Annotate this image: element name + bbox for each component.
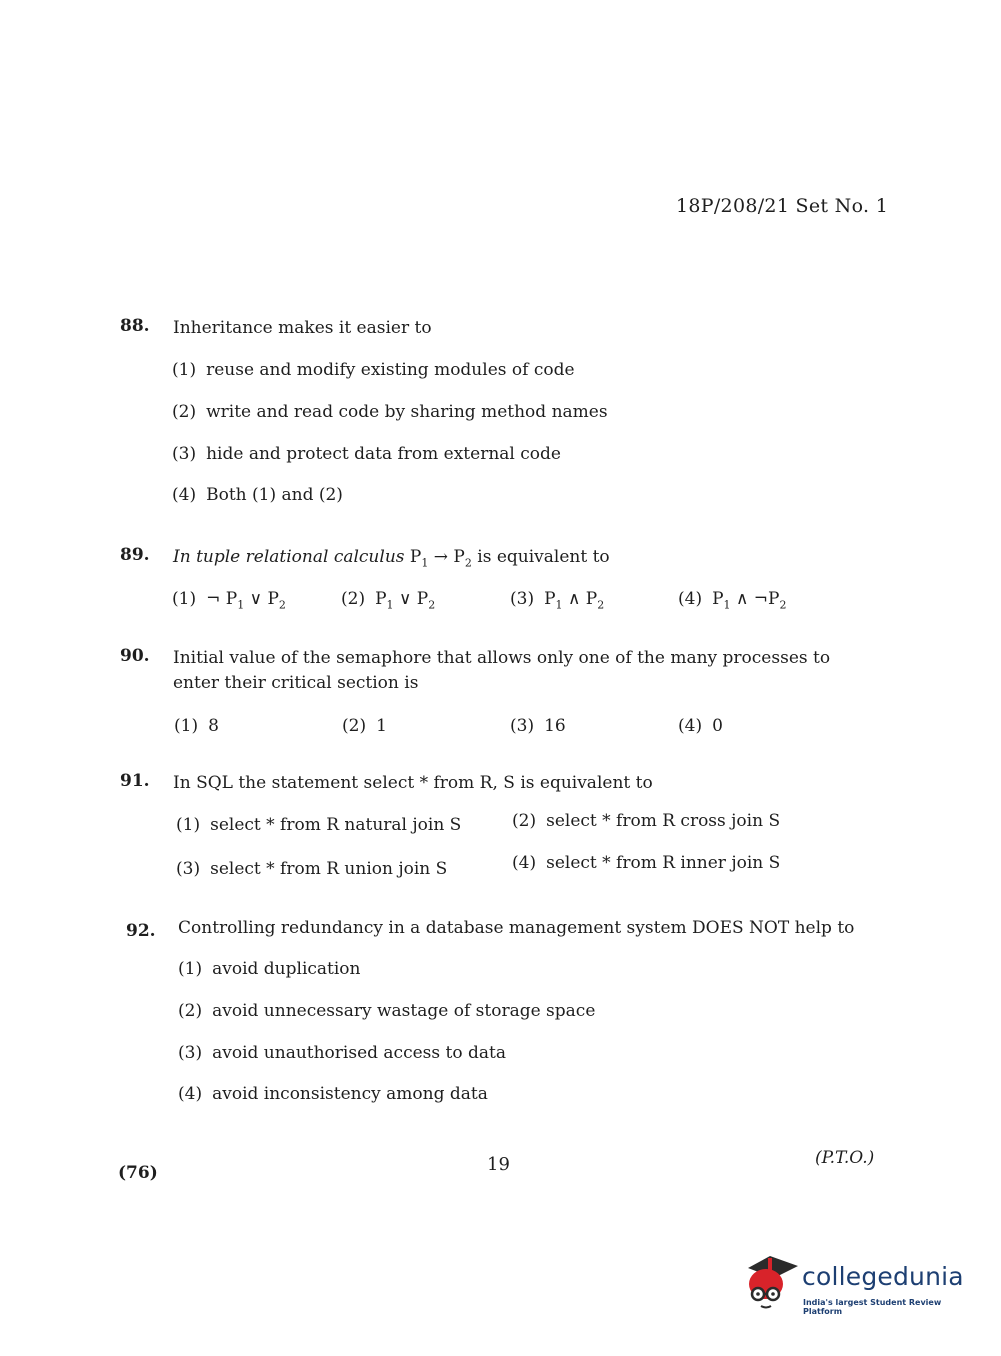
option-2: (2) $P_1$ ∨ $P_2$ (341, 589, 436, 612)
option-1: (1) 8 (174, 716, 219, 736)
option-1: (1) avoid duplication (178, 959, 361, 979)
question-text: Controlling redundancy in a database management system DOES NOT help to (178, 918, 855, 938)
question-88 (120, 316, 880, 516)
option-1: (1) reuse and modify existing modules of code (172, 360, 575, 380)
set-code-header: 18P/208/21 Set No. 1 (676, 195, 889, 217)
question-text: Initial value of the semaphore that allows only one of the many processes to enter their critical section is (173, 648, 831, 693)
question-number: 89. (120, 545, 150, 565)
option-3: (3) $P_1$ ∧ $P_2$ (510, 589, 605, 612)
question-91 (120, 771, 880, 891)
option-1: (1) select * from R natural join S (176, 815, 462, 835)
option-2: (2) select * from R cross join S (512, 811, 781, 831)
option-3: (3) 16 (510, 716, 566, 736)
pto-label: (P.T.O.) (815, 1148, 875, 1168)
question-number: 88. (120, 316, 150, 336)
option-4: (4) avoid inconsistency among data (178, 1084, 488, 1104)
page-number: 19 (487, 1154, 510, 1175)
option-4: (4) $P_1$ ∧ $\neg P_2$ (678, 589, 787, 612)
question-text: Inheritance makes it easier to (173, 318, 432, 338)
option-4: (4) Both (1) and (2) (172, 485, 343, 505)
option-3: (3) select * from R union join S (176, 859, 448, 879)
logo-name: collegedunia (802, 1262, 964, 1291)
option-2: (2) avoid unnecessary wastage of storage space (178, 1001, 596, 1021)
implication-expression: $P_1 \to P_2$ (409, 547, 472, 570)
question-text: In SQL the statement select * from R, S is equivalent to (173, 773, 653, 793)
logo-tagline: India's largest Student Review Platform (803, 1298, 942, 1316)
option-3: (3) hide and protect data from external code (172, 444, 561, 464)
question-number: 92. (126, 921, 156, 941)
option-4: (4) 0 (678, 716, 723, 736)
question-90 (120, 646, 880, 746)
option-3: (3) avoid unauthorised access to data (178, 1043, 506, 1063)
question-92 (120, 912, 880, 1112)
question-number: 91. (120, 771, 150, 791)
footer-code: (76) (118, 1163, 158, 1183)
collegedunia-logo (744, 1250, 974, 1330)
option-1: (1) ¬ $P_1$ ∨ $P_2$ (172, 589, 286, 612)
option-2: (2) 1 (342, 716, 387, 736)
question-89 (120, 545, 880, 625)
mascot-icon (744, 1250, 800, 1314)
question-number: 90. (120, 646, 150, 666)
question-text: In tuple relational calculus $P_1 \to P_2$ is equivalent to (173, 547, 610, 570)
option-4: (4) select * from R inner join S (512, 853, 781, 873)
option-2: (2) write and read code by sharing method names (172, 402, 608, 422)
